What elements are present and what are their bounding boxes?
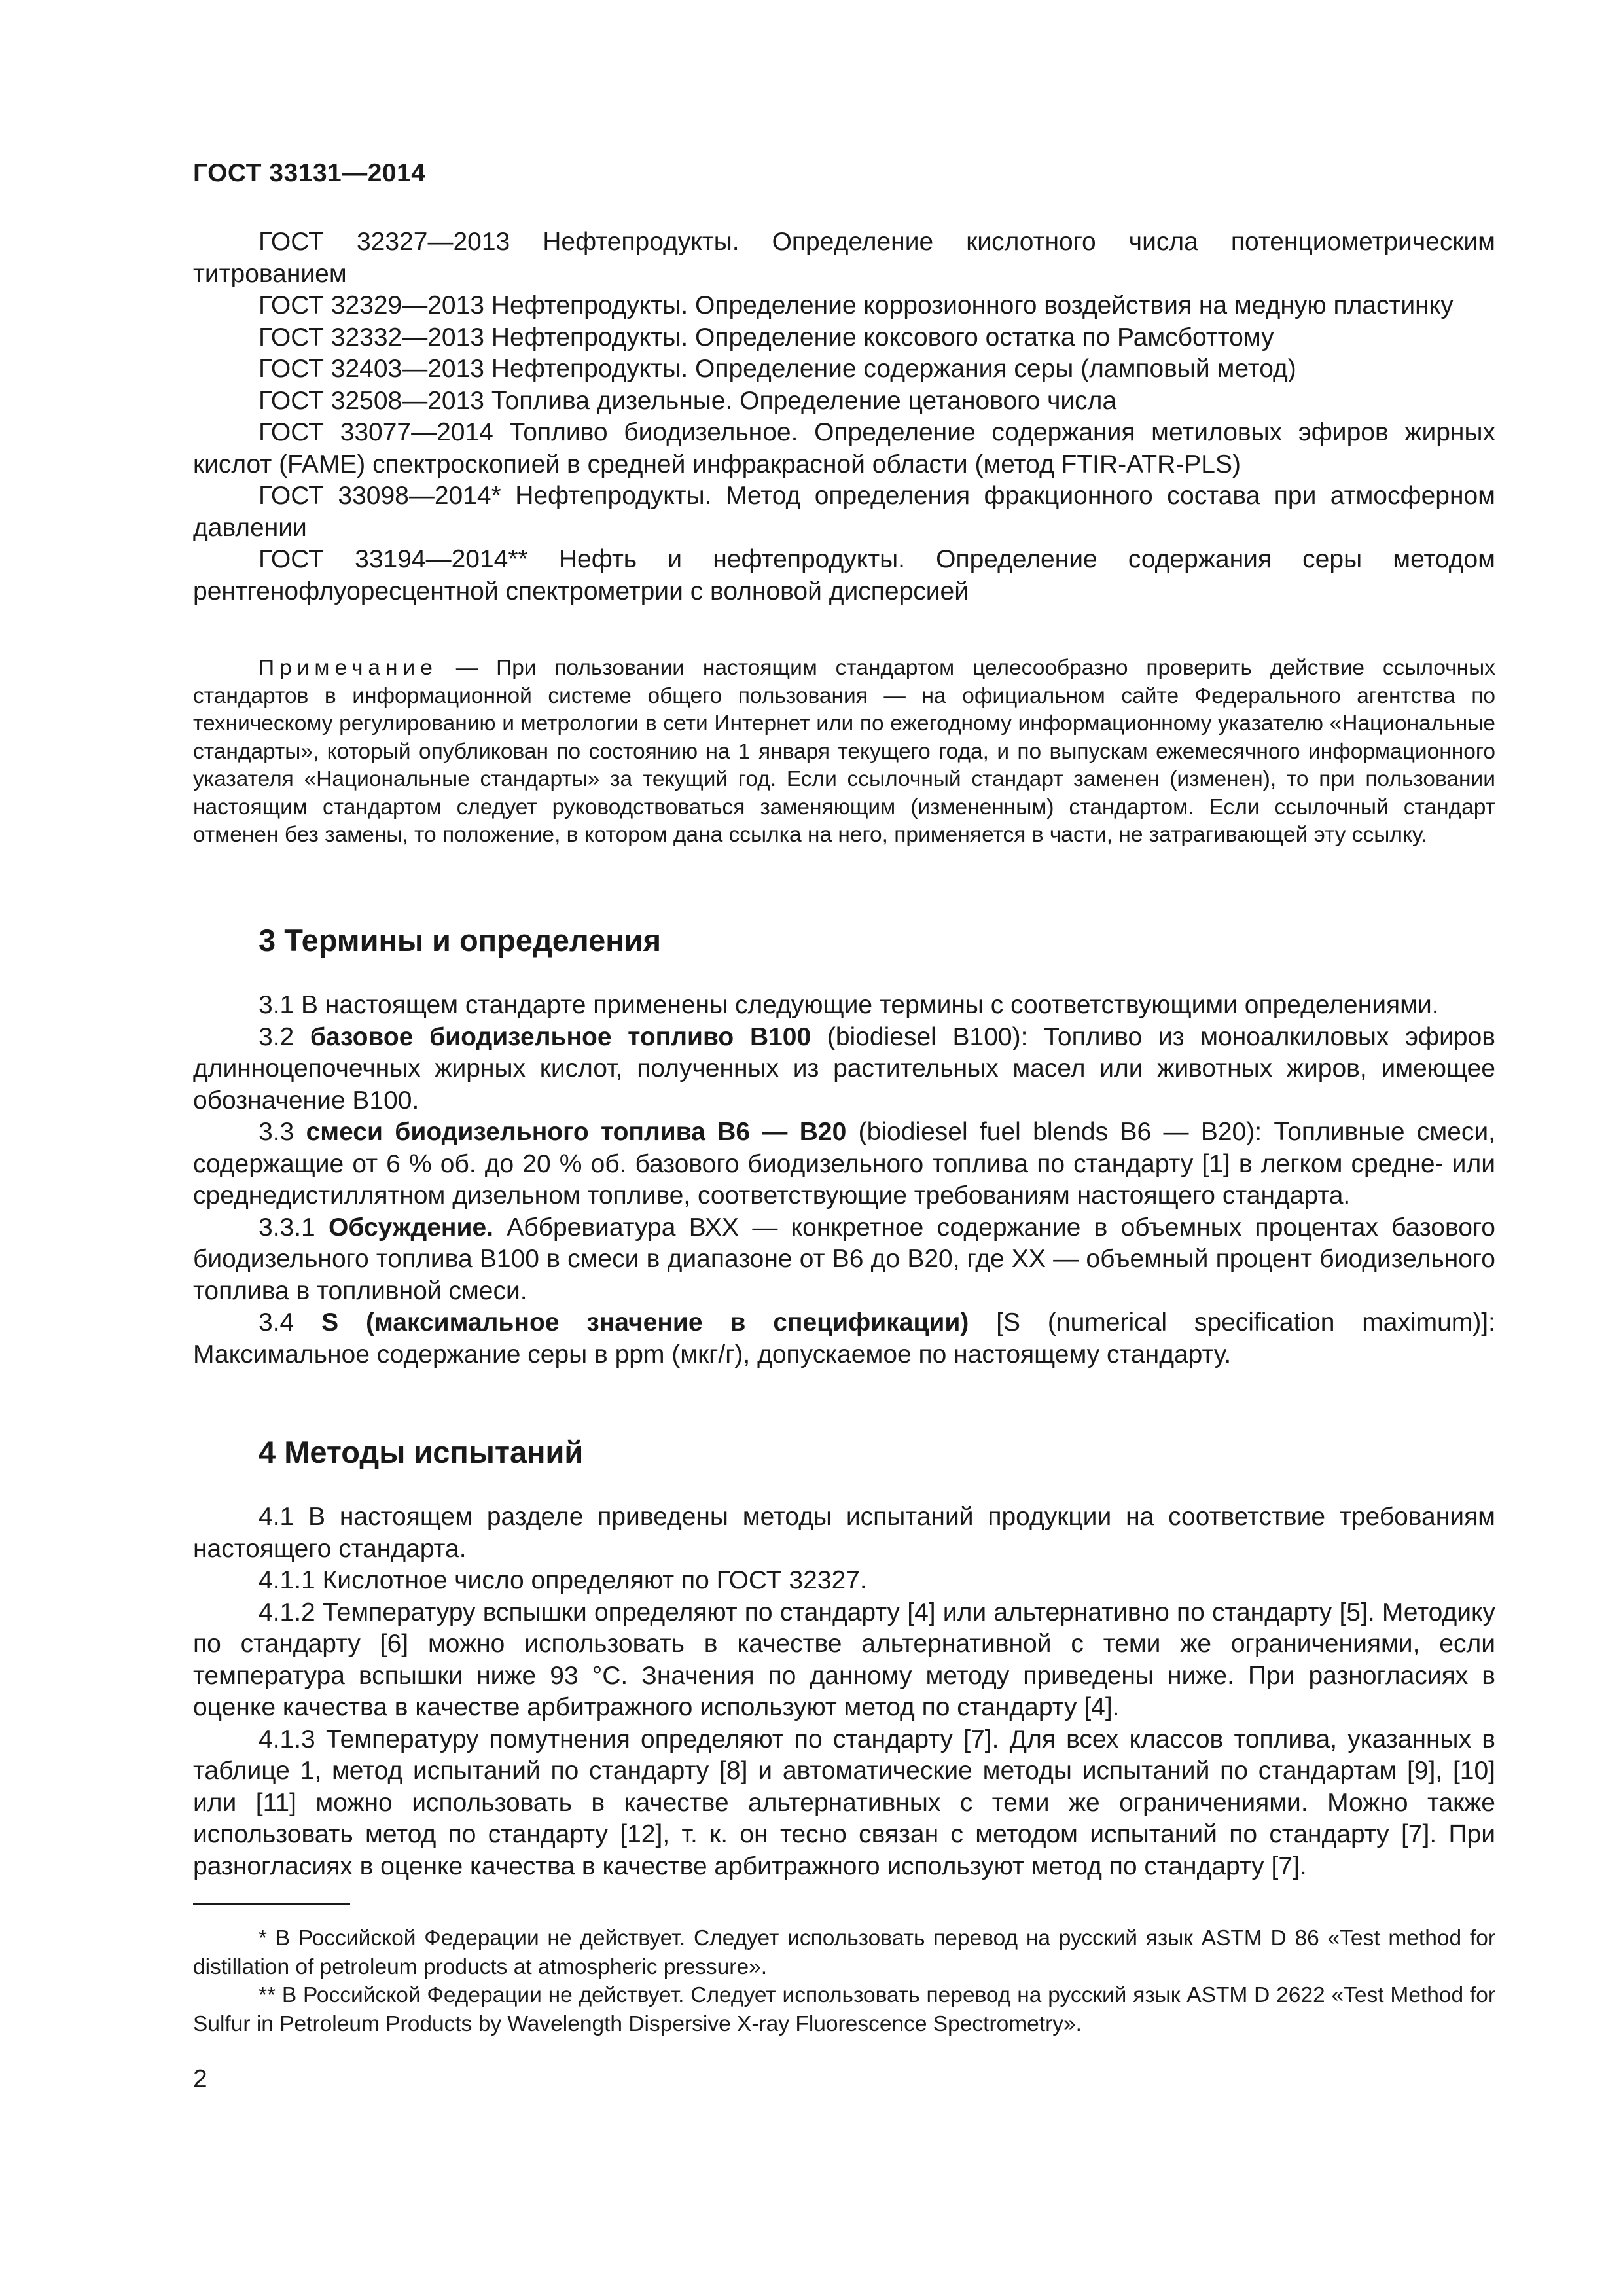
footnote-item: * В Российской Федерации не действует. Следует использовать перевод на русский язык ASTM D 86 «Test method for distillation of petroleum products at atmospheric pressure». <box>193 1926 1495 1979</box>
footnote-item: ** В Российской Федерации не действует. Следует использовать перевод на русский язык ASTM D 2622 «Test Method for Sulfur in Petroleum Products by Wavelength Dispersive X-ray Fluorescence Spectrometry». <box>193 1983 1495 2036</box>
reference-item: ГОСТ 32327—2013 Нефтепродукты. Определение кислотного числа потенциометрическим титрованием <box>193 228 1495 288</box>
reference-item: ГОСТ 32508—2013 Топлива дизельные. Определение цетанового числа <box>259 386 1117 415</box>
note-label: Примечание <box>259 656 438 680</box>
reference-item: ГОСТ 33098—2014* Нефтепродукты. Метод определения фракционного состава при атмосферном давлении <box>193 482 1495 542</box>
reference-item: ГОСТ 33194—2014** Нефть и нефтепродукты. Определение содержания серы методом рентгенофлуоресцентной спектрометрии с волновой дисперсией <box>193 545 1495 605</box>
term-b100: базовое биодизельное топливо В100 <box>310 1022 812 1051</box>
section-4-title: 4 Методы испытаний <box>259 1435 584 1469</box>
paragraph-3-2: 3.2 базовое биодизельное топливо В100 (biodiesel B100): Топливо из моноалкиловых эфиров длинноцепочечных жирных кислот, полученных из растительных масел или животных жиров, имеющее обозначение В100. <box>193 1022 1495 1115</box>
paragraph-4-1: 4.1 В настоящем разделе приведены методы испытаний продукции на соответствие требованиям настоящего стандарта. <box>193 1503 1495 1563</box>
paragraph-4-1-3: 4.1.3 Температуру помутнения определяют по стандарту [7]. Для всех классов топлива, указанных в таблице 1, метод испытаний по стандарту [8] и автоматические методы испытаний по стандартам [9], [10] или [11] можно использовать в качестве альтернативных с теми же ограничениями. Можно также использовать метод по стандарту [12], т. к. он тесно связан с методом испытаний по стандарту [7]. При разногласиях в оценке качества в качестве арбитражного используют метод по стандарту [7]. <box>193 1725 1495 1880</box>
paragraph-4-1-1: 4.1.1 Кислотное число определяют по ГОСТ 32327. <box>259 1566 867 1594</box>
section-3-body <box>193 990 1495 1371</box>
reference-item: ГОСТ 32329—2013 Нефтепродукты. Определение коррозионного воздействия на медную пластинку <box>259 291 1454 319</box>
section-4-body <box>193 1501 1495 1882</box>
paragraph-4-1-2: 4.1.2 Температуру вспышки определяют по стандарту [4] или альтернативно по стандарту [5]. Методику по стандарту [6] можно использовать в качестве альтернативной с теми же ограничениями, если температура вспышки ниже 93 °С. Значения по данному методу приведены ниже. При разногласиях в оценке качества в качестве арбитражного используют метод по стандарту [4]. <box>193 1598 1495 1721</box>
reference-item: ГОСТ 33077—2014 Топливо биодизельное. Определение содержания метиловых эфиров жирных кислот (FAME) спектроскопией в средней инфракрасной области (метод FTIR-ATR-PLS) <box>193 418 1495 478</box>
footnotes <box>193 1924 1495 2038</box>
paragraph-3-3: 3.3 смеси биодизельного топлива В6 — В20 (biodiesel fuel blends B6 — B20): Топливные смеси, содержащие от 6 % об. до 20 % об. базового биодизельного топлива по стандарту [1] в легком средне- или среднедистиллятном дизельном топливе, соответствующие требованиям настоящего стандарта. <box>193 1118 1495 1210</box>
paragraph-3-4: 3.4 S (максимальное значение в спецификации) [S (numerical specification maximum)]: Максимальное содержание серы в ppm (мкг/г), допускаемое по настоящему стандарту. <box>193 1308 1495 1369</box>
paragraph-3-1: 3.1 В настоящем стандарте применены следующие термины с соответствующими определениями. <box>259 991 1439 1019</box>
reference-item: ГОСТ 32332—2013 Нефтепродукты. Определение коксового остатка по Рамсботтому <box>259 323 1274 351</box>
paragraph-3-3-1: 3.3.1 Обсуждение. Аббревиатура ВХХ — конкретное содержание в объемных процентах базового биодизельного топлива В100 в смеси в диапазоне от В6 до В20, где ХХ — объемный процент биодизельного топлива в топливной смеси. <box>193 1213 1495 1305</box>
note-block <box>193 655 1495 850</box>
references-list <box>193 226 1495 607</box>
page-number: 2 <box>193 2065 207 2093</box>
footnote-divider <box>193 1903 350 1905</box>
term-s: S (максимальное значение в спецификации) <box>321 1308 969 1336</box>
document-header: ГОСТ 33131—2014 <box>193 159 426 187</box>
reference-item: ГОСТ 32403—2013 Нефтепродукты. Определение содержания серы (ламповый метод) <box>259 355 1296 383</box>
term-blends: смеси биодизельного топлива В6 — В20 <box>306 1118 847 1146</box>
section-3-title: 3 Термины и определения <box>259 923 661 958</box>
note-text: — При пользовании настоящим стандартом целесообразно проверить действие ссылочных стандартов в информационной системе общего пользования — на официальном сайте Федерального агентства по техническому регулированию и метрологии в сети Интернет или по ежегодному информационному указателю «Национальные стандарты», который опубликован по состоянию на 1 января текущего года, и по выпускам ежемесячного информационного указателя «Национальные стандарты» за текущий год. Если ссылочный стандарт заменен (изменен), то при пользовании настоящим стандартом следует руководствоваться заменяющим (измененным) стандартом. Если ссылочный стандарт отменен без замены, то положение, в котором дана ссылка на него, применяется в части, не затрагивающей эту ссылку. <box>193 656 1495 847</box>
term-discussion: Обсуждение. <box>329 1213 493 1242</box>
